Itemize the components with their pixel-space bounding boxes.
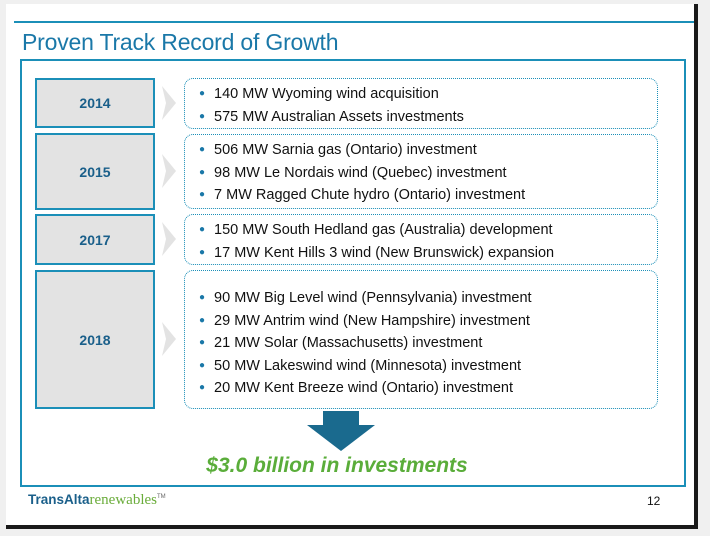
bullet-icon: ● (199, 246, 206, 258)
chevron-right-icon (162, 154, 176, 188)
list-item: ● 17 MW Kent Hills 3 wind (New Brunswick) expansion (199, 244, 555, 261)
list-item: ● 21 MW Solar (Massachusetts) investment (199, 335, 483, 351)
page-number: 12 (647, 494, 661, 508)
company-logo: TransAltarenewables™ (28, 492, 166, 508)
list-item: ● 140 MW Wyoming wind acquisition (199, 86, 439, 102)
detail-box-2017 (184, 214, 658, 265)
bullet-icon: ● (199, 189, 206, 200)
year-label: 2018 (79, 331, 111, 348)
bullet-icon: ● (199, 110, 206, 122)
list-item: ● 150 MW South Hedland gas (Australia) development (199, 222, 553, 238)
list-item: ● 98 MW Le Nordais wind (Quebec) investment (199, 164, 507, 181)
slide-title: Proven Track Record of Growth (22, 29, 339, 55)
year-label: 2015 (79, 163, 111, 180)
list-item: ● 575 MW Australian Assets investments (199, 108, 464, 125)
list-item: ● 506 MW Sarnia gas (Ontario) investment (199, 142, 477, 158)
chevron-right-icon (162, 222, 176, 256)
year-box-2014 (35, 78, 155, 128)
title-rule (14, 21, 694, 23)
detail-box-2015 (184, 134, 658, 209)
year-label: 2017 (79, 231, 111, 248)
total-investments: $3.0 billion in investments (206, 454, 468, 477)
slide (6, 4, 698, 529)
list-item: ● 90 MW Big Level wind (Pennsylvania) investment (199, 290, 532, 306)
year-box-2018 (35, 270, 155, 409)
list-item: ● 7 MW Ragged Chute hydro (Ontario) investment (199, 187, 526, 203)
year-box-2017 (35, 214, 155, 265)
bullet-icon: ● (199, 88, 206, 99)
bullet-icon: ● (199, 359, 206, 371)
list-item: ● 20 MW Kent Breeze wind (Ontario) investment (199, 380, 514, 396)
bullet-icon: ● (199, 337, 206, 348)
bullet-icon: ● (199, 314, 206, 326)
bullet-icon: ● (199, 382, 206, 393)
detail-box-2014 (184, 78, 658, 129)
down-arrow-icon (307, 411, 375, 451)
bullet-icon: ● (199, 224, 206, 235)
bullet-icon: ● (199, 292, 206, 303)
year-box-2015 (35, 133, 155, 210)
list-item: ● 29 MW Antrim wind (New Hampshire) investment (199, 312, 530, 329)
bullet-icon: ● (199, 144, 206, 155)
detail-box-2018 (184, 270, 658, 409)
chevron-right-icon (162, 322, 176, 356)
chevron-right-icon (162, 86, 176, 120)
bullet-icon: ● (199, 166, 206, 178)
list-item: ● 50 MW Lakeswind wind (Minnesota) investment (199, 357, 522, 374)
year-label: 2014 (79, 95, 111, 111)
